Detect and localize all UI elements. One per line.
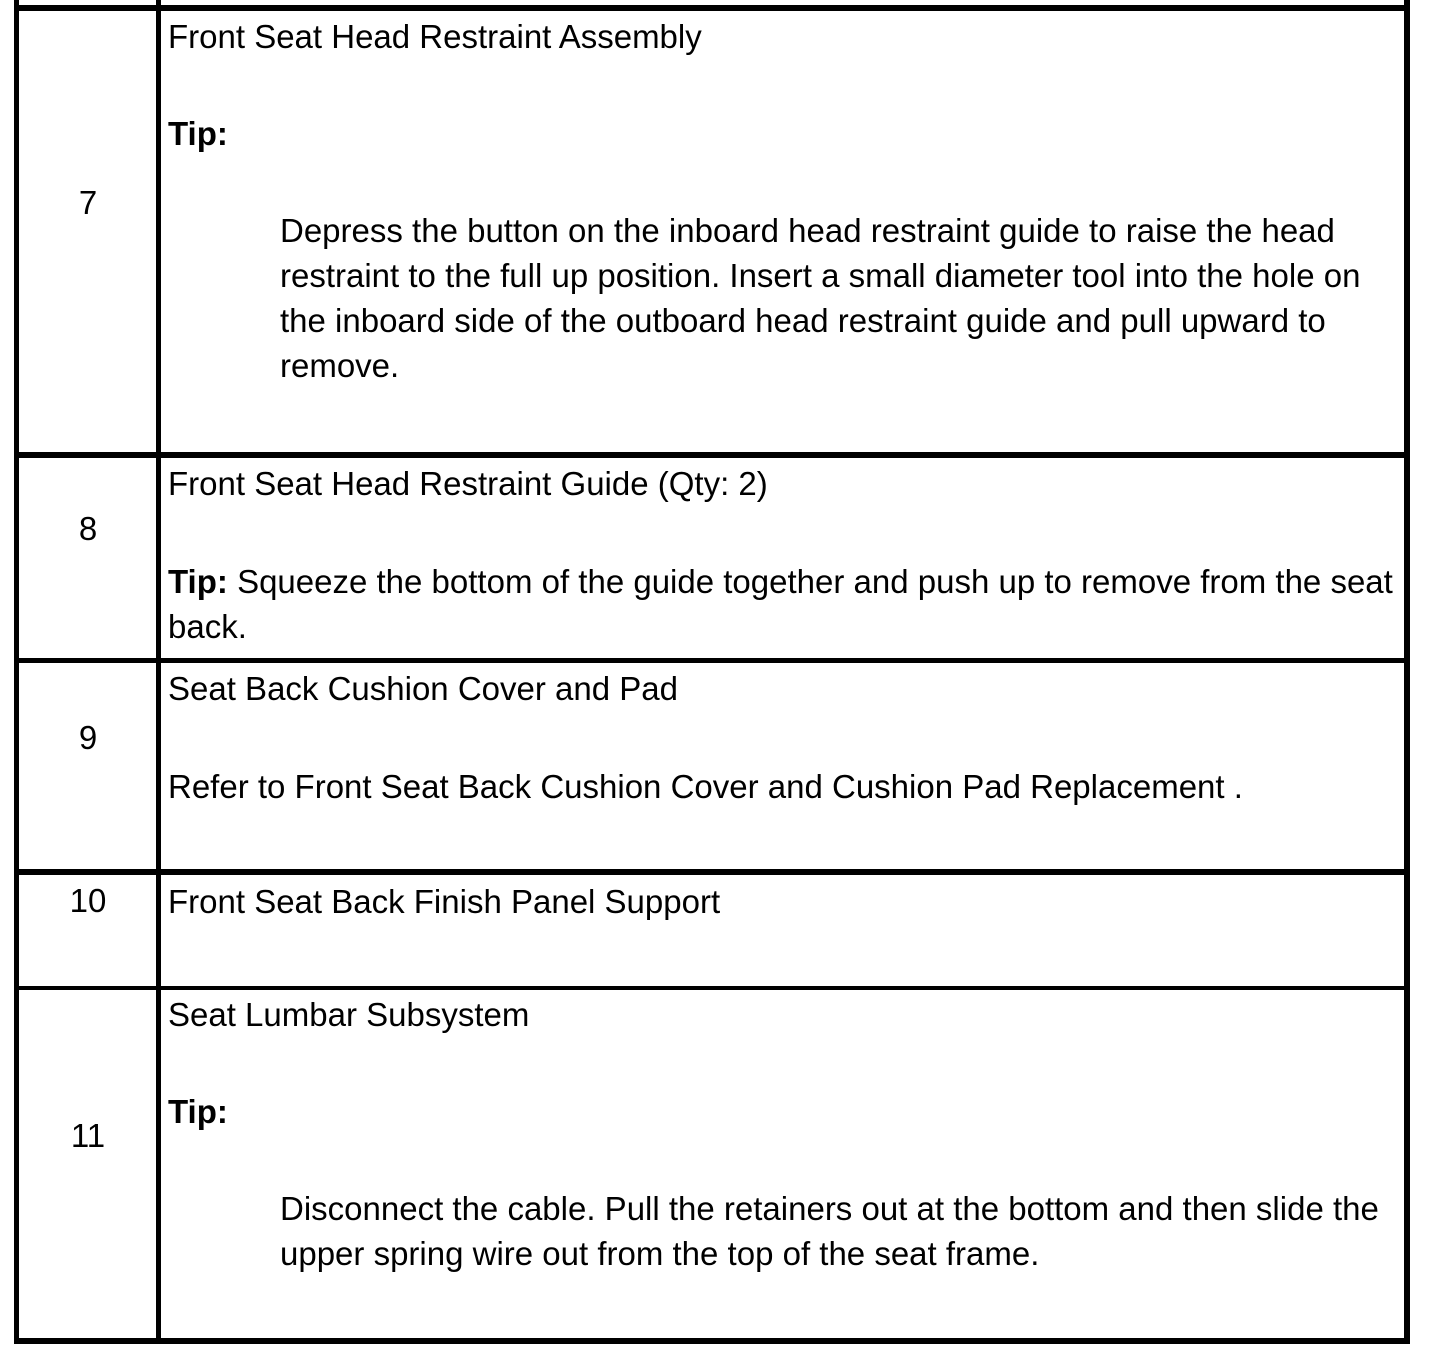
step-description (168, 879, 1398, 924)
step-number: 7 (78, 184, 98, 221)
tip-label: Tip: (168, 563, 228, 600)
step-number: 9 (78, 719, 98, 756)
row-border-bottom (14, 1338, 1410, 1344)
step-title: Front Seat Head Restraint Assembly (168, 18, 702, 55)
step-description (168, 666, 1398, 809)
step-title: Seat Back Cushion Cover and Pad (168, 670, 678, 707)
row-border-8-9 (14, 658, 1410, 663)
step-title: Front Seat Back Finish Panel Support (168, 883, 721, 920)
row-border-7-8 (14, 452, 1410, 458)
step-description (168, 992, 1398, 1276)
step-number: 8 (78, 510, 98, 547)
tip-label: Tip: (168, 115, 228, 152)
row-border-9-10 (14, 869, 1410, 875)
tip-label: Tip: (168, 1093, 228, 1130)
step-description (168, 461, 1398, 649)
step-number: 11 (70, 1117, 106, 1154)
tip-text: Disconnect the cable. Pull the retainers out at the bottom and then slide the upper spring wire out from the top of the seat frame. (280, 1190, 1379, 1272)
reference-link[interactable]: Refer to Front Seat Back Cushion Cover and Cushion Pad Replacement . (168, 768, 1243, 805)
row-border-top (14, 5, 1410, 11)
step-description (168, 14, 1398, 388)
step-title: Seat Lumbar Subsystem (168, 996, 530, 1033)
tip-text: Squeeze the bottom of the guide together and push up to remove from the seat back. (168, 563, 1393, 645)
row-border-10-11 (14, 986, 1410, 990)
tip-text: Depress the button on the inboard head restraint guide to raise the head restraint to the full up position. Insert a small diameter tool into the hole on the inboard side of the outboard head restraint guide and pull upward to remove. (280, 212, 1361, 384)
step-title: Front Seat Head Restraint Guide (Qty: 2) (168, 465, 768, 502)
column-border-right (1404, 0, 1410, 1344)
step-number: 10 (69, 882, 107, 919)
